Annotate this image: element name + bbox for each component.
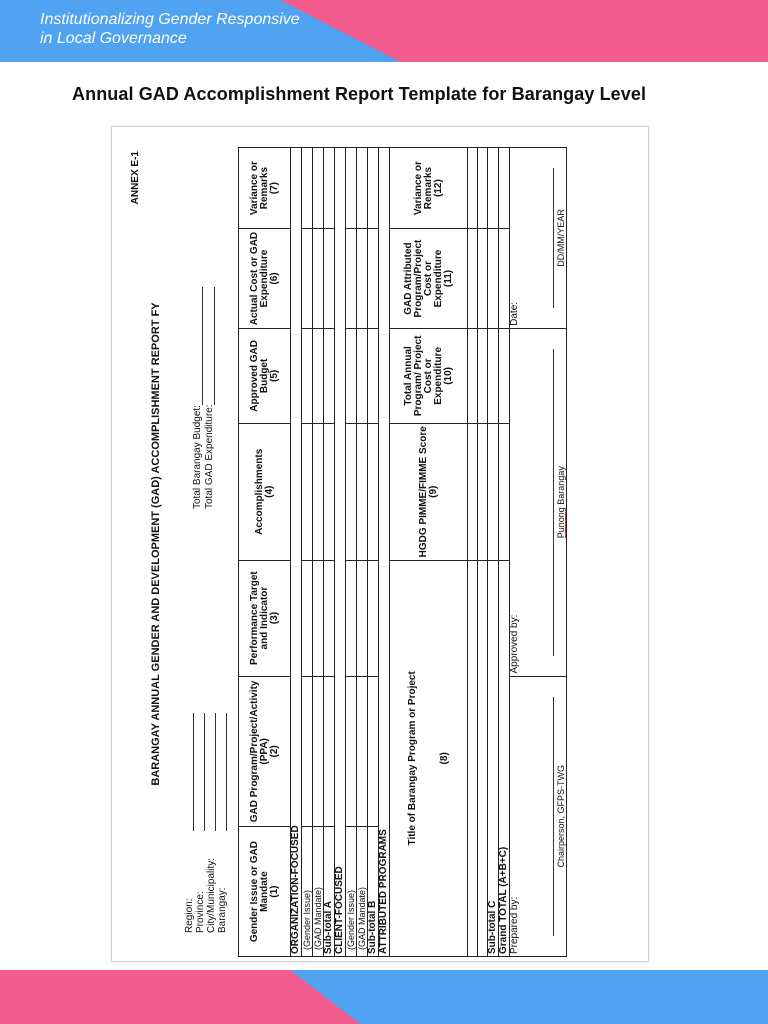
cell [324,676,335,827]
section-org-focused: ORGANIZATION-FOCUSED [291,148,302,957]
cell [302,229,313,329]
table-row [499,148,510,957]
attr-header-cell [390,328,468,423]
attr-header-cell [390,229,468,329]
cell [368,560,379,676]
signature-line [553,349,554,656]
cell [357,229,368,329]
prepared-by-title: Chairperson, GFPS-TWG [556,765,566,868]
cell-subtotal-b: Sub-total B [368,827,379,957]
cell-subtotal-c: Sub-total C [488,560,499,956]
header-cell [239,229,291,329]
cell [324,229,335,329]
cell [478,148,488,229]
top-banner [0,0,768,62]
cell [468,423,478,560]
cell [346,328,357,423]
cell [302,676,313,827]
cell [478,328,488,423]
approved-by-title [556,329,566,676]
cell [313,676,324,827]
cell [468,148,478,229]
field-province [195,858,206,933]
header-number: (5) [268,369,280,382]
location-fields [184,858,228,933]
header-number: (9) [427,485,439,498]
cell [478,560,488,956]
header-cell [239,148,291,229]
report-template-image [111,126,649,962]
cell [313,148,324,229]
header-cell [239,328,291,423]
header-label: HGDG PIMME/FIMME Score [417,426,429,558]
field-label: Region: [184,898,195,933]
cell [313,229,324,329]
header-label: Accomplishments [253,448,265,535]
cell [357,423,368,560]
cell [302,148,313,229]
header-label: Gender Issue or GAD Mandate [248,841,270,943]
cell [302,423,313,560]
blank-line [204,713,205,831]
approved-title-rest: Barangay [556,466,566,508]
header-number: (4) [263,485,275,498]
attr-header-cell [390,423,468,560]
header-number: (11) [442,269,454,288]
cell [324,328,335,423]
banner-line-1: Institutionalizing Gender Responsive [40,11,300,28]
cell [499,148,510,229]
cell [313,560,324,676]
attributed-header-row [390,148,468,957]
approved-by-label: Approved by: [509,614,520,674]
header-number: (8) [438,752,450,765]
table-row [357,148,368,957]
blank-line [215,713,216,831]
blank-line [226,713,227,831]
cell [346,423,357,560]
table-row [324,148,335,957]
cell [357,328,368,423]
field-city [206,858,217,933]
header-label: Total Annual Program/ Project Cost or Expenditure [402,335,444,417]
bottom-banner [0,970,768,1024]
cell [302,328,313,423]
header-number: (10) [442,366,454,385]
section-row [379,148,390,957]
cell [346,676,357,827]
accomplishment-table [238,147,567,957]
blank-line [193,713,194,831]
banner-line-2: in Local Governance [40,30,187,47]
rotated-form [112,127,648,961]
table-row [478,148,488,957]
cell [499,328,510,423]
header-number: (12) [432,179,444,197]
signature-line [553,168,554,308]
cell [346,560,357,676]
attr-header-cell [390,560,468,956]
header-label: Variance or Remarks [248,161,270,216]
cell [313,423,324,560]
date-cell [510,148,567,329]
field-total-expenditure [204,405,216,510]
cell [324,148,335,229]
header-label: Variance or Remarks [412,161,434,216]
field-barangay [217,858,228,933]
header-number: (2) [268,745,280,758]
approved-by-cell [510,328,567,676]
section-attributed: ATTRIBUTED PROGRAMS [379,148,390,957]
cell [324,423,335,560]
cell [357,560,368,676]
date-format: DD/MM/YEAR [556,209,566,267]
field-total-budget [192,405,204,510]
table-row [488,148,499,957]
cell [468,229,478,329]
cell-gad-mandate: (GAD Mandate) [313,827,324,957]
field-label: Total Barangay Budget: [192,405,203,509]
cell [488,148,499,229]
prepared-by-cell [510,676,567,956]
table-row [368,148,379,957]
cell [368,328,379,423]
header-label: Title of Barangay Program or Project [406,671,418,846]
cell [324,560,335,676]
cell [368,676,379,827]
cell [346,229,357,329]
cell-gender-issue: (Gender Issue) [302,827,313,957]
table-row [302,148,313,957]
cell [488,229,499,329]
page-title: Annual GAD Accomplishment Report Template for Barangay Level [72,84,647,104]
header-cell [239,827,291,957]
field-label: Barangay: [217,887,228,933]
header-label: GAD Program/Project/Activity (PPA) [248,680,270,823]
header-cell [239,560,291,676]
field-label: Province: [195,891,206,933]
blank-line [214,287,215,405]
cell [478,423,488,560]
field-label: Total GAD Expenditure: [204,404,215,509]
cell [468,328,478,423]
cell [302,560,313,676]
cell-gad-mandate: (GAD Mandate) [357,827,368,957]
cell [313,328,324,423]
table-row [346,148,357,957]
header-label: Actual Cost or GAD Expenditure [248,231,270,326]
cell [499,229,510,329]
header-cell [239,676,291,827]
cell [368,148,379,229]
header-number: (7) [268,181,280,195]
form-title: BARANGAY ANNUAL GENDER AND DEVELOPMENT (GAD) ACCOMPLISHMENT REPORT FY [150,302,162,786]
banner-caption [40,10,300,48]
cell-subtotal-a: Sub-total A [324,827,335,957]
cell [488,328,499,423]
cell [346,148,357,229]
field-region [184,858,195,933]
section-row [291,148,302,957]
approved-title-word: Punong [556,507,566,539]
header-cell [239,423,291,560]
blank-line [202,287,203,405]
cell [357,676,368,827]
header-row [239,148,291,957]
cell [499,423,510,560]
header-label: Approved GAD Budget [248,340,270,412]
header-label: Performance Target and Indicator [248,571,270,665]
signature-row [510,148,567,957]
cell-gender-issue: (Gender Issue) [346,827,357,957]
header-number: (6) [268,272,280,285]
section-client-focused: CLIENT-FOCUSED [335,148,346,957]
cell [468,560,478,956]
annex-label: ANNEX E-1 [130,151,141,205]
cell-grand-total: Grand TOTAL (A+B+C) [499,560,510,956]
cell [368,229,379,329]
budget-fields [192,405,216,510]
cell [478,229,488,329]
signature-line [553,697,554,936]
field-label: City/Municipality: [206,857,217,933]
cell [488,423,499,560]
cell [357,148,368,229]
cell [368,423,379,560]
prepared-by-label: Prepared by: [509,896,520,954]
header-number: (1) [268,885,280,898]
table-row [468,148,478,957]
header-label: GAD Attributed Program/Project Cost or Expenditure [402,239,444,318]
section-row [335,148,346,957]
header-number: (3) [268,611,280,625]
footer-graphic [0,970,768,1024]
table-row [313,148,324,957]
attr-header-cell [390,148,468,229]
date-label: Date: [509,301,520,326]
